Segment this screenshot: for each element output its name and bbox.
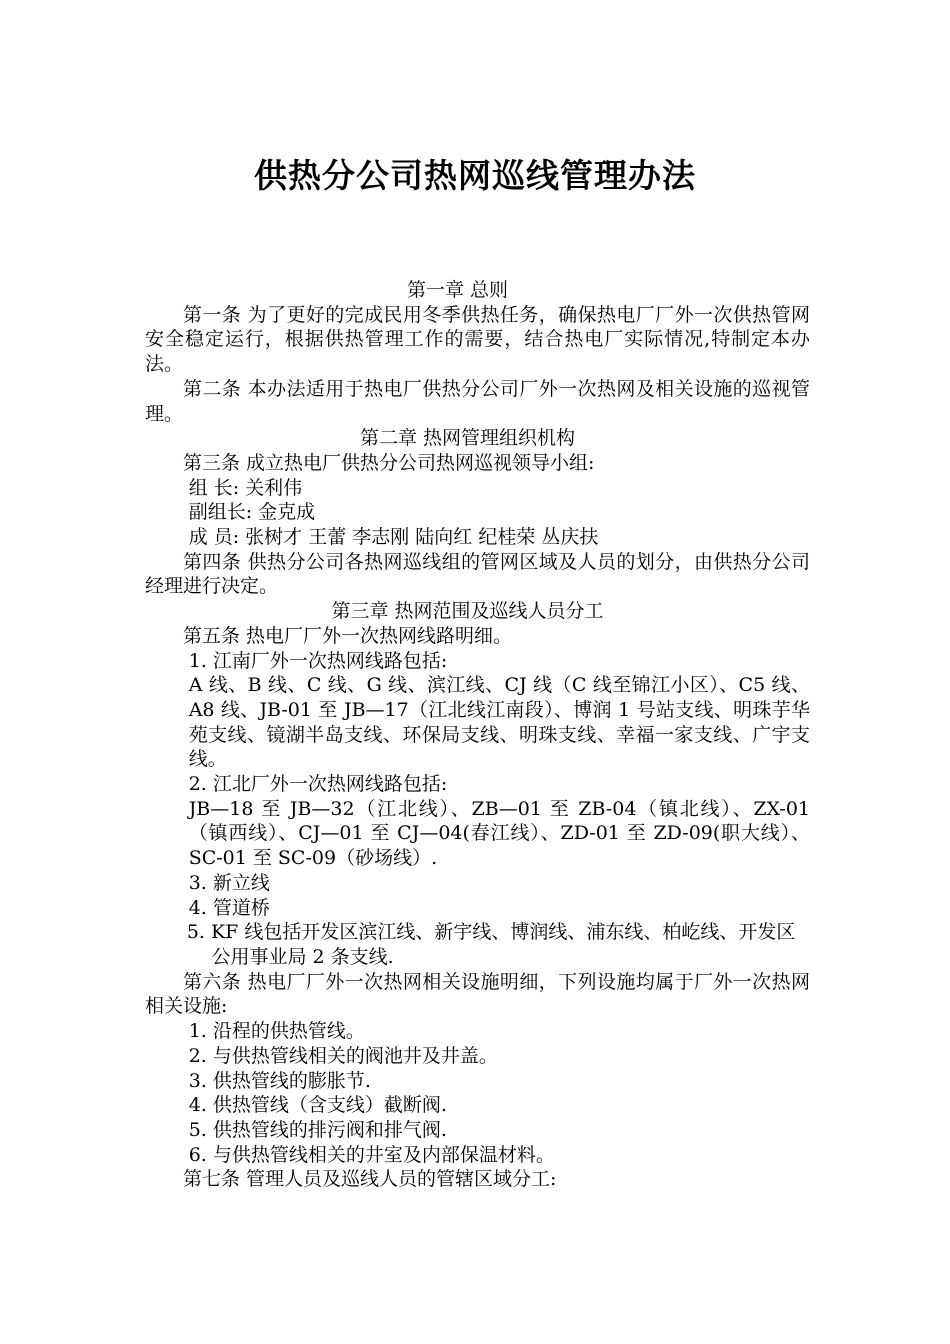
- list-item: 1. 沿程的供热管线。: [188, 1020, 365, 1043]
- chapter-3-heading: 第三章 热网范围及巡线人员分工: [331, 600, 604, 623]
- list-item: 3. 供热管线的膨胀节.: [188, 1069, 371, 1092]
- list-item: 3. 新立线: [188, 871, 270, 894]
- list-item: 2. 江北厂外一次热网线路包括:: [188, 773, 448, 796]
- list-item: 5. 供热管线的排污阀和排气阀.: [188, 1118, 447, 1141]
- list-item: 4. 供热管线（含支线）截断阀.: [188, 1094, 447, 1117]
- chapter-1-heading: 第一章 总则: [406, 279, 509, 301]
- document-title: 供热分公司热网巡线管理办法: [254, 156, 696, 195]
- team-members: 成 员: 张树才 王蕾 李志刚 陆向红 纪桂荣 丛庆扶: [188, 526, 599, 549]
- list-item: 5. KF 线包括开发区滨江线、新宇线、博润线、浦东线、柏屹线、开发区公用事业局 2 条支线.: [186, 921, 796, 968]
- article-5: 第五条 热电厂厂外一次热网线路明细。: [183, 624, 513, 647]
- article-4: 第四条 供热分公司各热网巡线组的管网区域及人员的划分，由供热分公司经理进行决定。: [145, 550, 810, 598]
- document-body: [145, 278, 810, 1192]
- article-2: 第二条 本办法适用于热电厂供热分公司厂外一次热网及相关设施的巡视管理。: [145, 377, 810, 425]
- chapter-2-heading: 第二章 热网管理组织机构: [359, 427, 576, 450]
- list-item: 4. 管道桥: [188, 896, 270, 919]
- team-leader: 组 长: 关利伟: [188, 476, 303, 499]
- article-1: 第一条 为了更好的完成民用冬季供热任务，确保热电厂厂外一次供热管网安全稳定运行，根据供热管理工作的需要，结合热电厂实际情况,特制定本办法。: [145, 303, 810, 376]
- article-3: 第三条 成立热电厂供热分公司热网巡视领导小组:: [183, 451, 595, 474]
- list-item: A 线、B 线、C 线、G 线、滨江线、CJ 线（C 线至锦江小区）、C5 线、A8 线、JB-01 至 JB—17（江北线江南段）、博润 1 号站支线、明珠芋华苑支线、镜湖半岛支线、环保局支线、明珠支线、幸福一家支线、广宇支线。: [188, 674, 810, 771]
- list-item: 1. 江南厂外一次热网线路包括:: [188, 649, 448, 672]
- list-item: 2. 与供热管线相关的阀池井及井盖。: [188, 1044, 498, 1067]
- team-deputy-leader: 副组长: 金克成: [188, 501, 316, 524]
- article-6: 第六条 热电厂厂外一次热网相关设施明细，下列设施均属于厂外一次热网相关设施:: [145, 970, 810, 1018]
- list-item: 6. 与供热管线相关的井室及内部保温材料。: [188, 1143, 555, 1166]
- list-item: JB—18 至 JB—32（江北线）、ZB—01 至 ZB-04（镇北线）、ZX-01（镇西线）、CJ—01 至 CJ—04(春江线）、ZD-01 至 ZD-09(职大线）、SC-01 至 SC-09（砂场线）.: [188, 797, 810, 870]
- article-7: 第七条 管理人员及巡线人员的管辖区域分工:: [183, 1168, 557, 1191]
